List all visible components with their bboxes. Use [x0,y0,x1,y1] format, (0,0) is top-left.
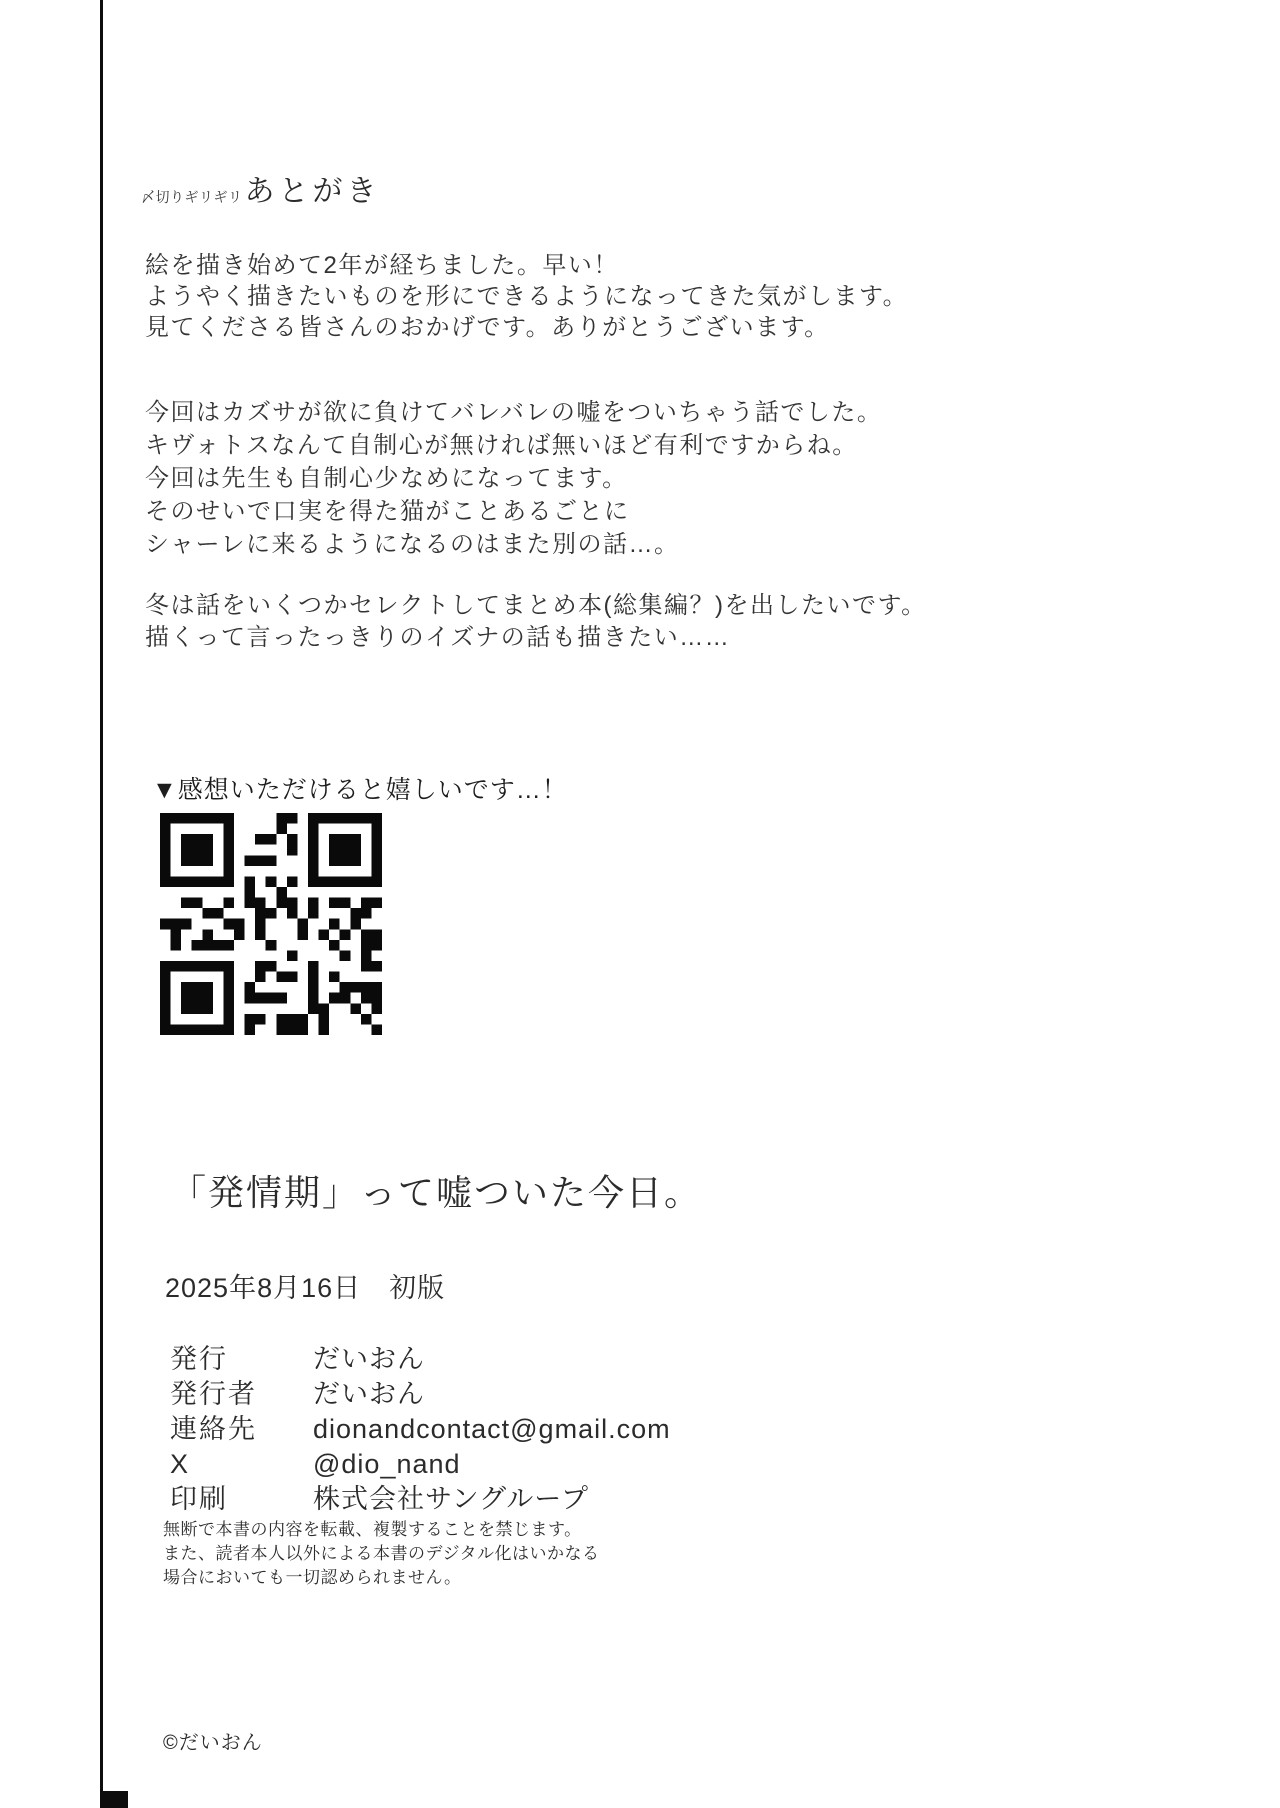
colophon-row-contact [170,1412,671,1447]
row-label: 発行者 [170,1379,257,1409]
page-header [141,166,381,210]
copyright-notice: ©だいおん [163,1732,263,1754]
colophon-row-author [170,1377,671,1412]
row-label: 発行 [170,1344,228,1374]
legal-line: また、読者本人以外による本書のデジタル化はいかなる [163,1544,600,1563]
text-line: 絵を描き始めて2年が経ちました。早い！ [145,252,619,279]
legal-line: 場合においても一切認められません。 [163,1568,462,1587]
text-line: 見てくださる皆さんのおかげです。ありがとうございます。 [145,314,830,341]
book-title: 「発情期」って嘘ついた今日。 [170,1172,703,1213]
paragraph-story-notes [145,396,882,561]
row-value: だいおん [313,1379,425,1409]
feedback-prompt: ▼感想いただけると嬉しいです…！ [152,776,568,804]
deadline-note: 〆切りギリギリ [141,189,243,205]
left-border-line [100,0,103,1808]
colophon-row-x-account [170,1447,671,1482]
page-title: あとがき [244,175,381,208]
qr-code [160,800,382,1048]
row-label: 印刷 [170,1484,228,1514]
row-label: X [170,1449,191,1479]
qr-code-image [160,800,382,1048]
text-line: 描くって言ったっきりのイズナの話も描きたい…… [145,624,731,651]
paragraph-future-plans [145,590,927,654]
row-value-handle: @dio_nand [313,1449,461,1479]
row-value: だいおん [313,1344,425,1374]
text-line: 今回はカズサが欲に負けてバレバレの嘘をついちゃう話でした。 [145,399,883,426]
legal-notice [163,1518,599,1590]
row-value-email: dionandcontact@gmail.com [313,1414,671,1444]
legal-line: 無断で本書の内容を転載、複製することを禁じます。 [163,1520,582,1539]
text-line: キヴォトスなんて自制心が無ければ無いほど有利ですからね。 [145,432,858,459]
text-line: そのせいで口実を得た猫がことあるごとに [145,498,630,525]
left-border-bottom-mark [100,1791,128,1808]
text-line: シャーレに来るようになるのはまた別の話…。 [145,531,680,558]
row-label: 連絡先 [170,1414,257,1444]
edition-date: 2025年8月16日 初版 [165,1273,446,1303]
text-line: ようやく描きたいものを形にできるようになってきた気がします。 [145,283,909,310]
colophon-row-printer [170,1482,671,1517]
row-value: 株式会社サングループ [313,1484,589,1514]
colophon-table [170,1342,671,1517]
paragraph-intro [145,250,908,343]
text-line: 今回は先生も自制心少なめになってます。 [145,465,628,492]
colophon-row-publisher [170,1342,671,1377]
text-line: 冬は話をいくつかセレクトしてまとめ本(総集編？)を出したいです。 [145,592,927,619]
